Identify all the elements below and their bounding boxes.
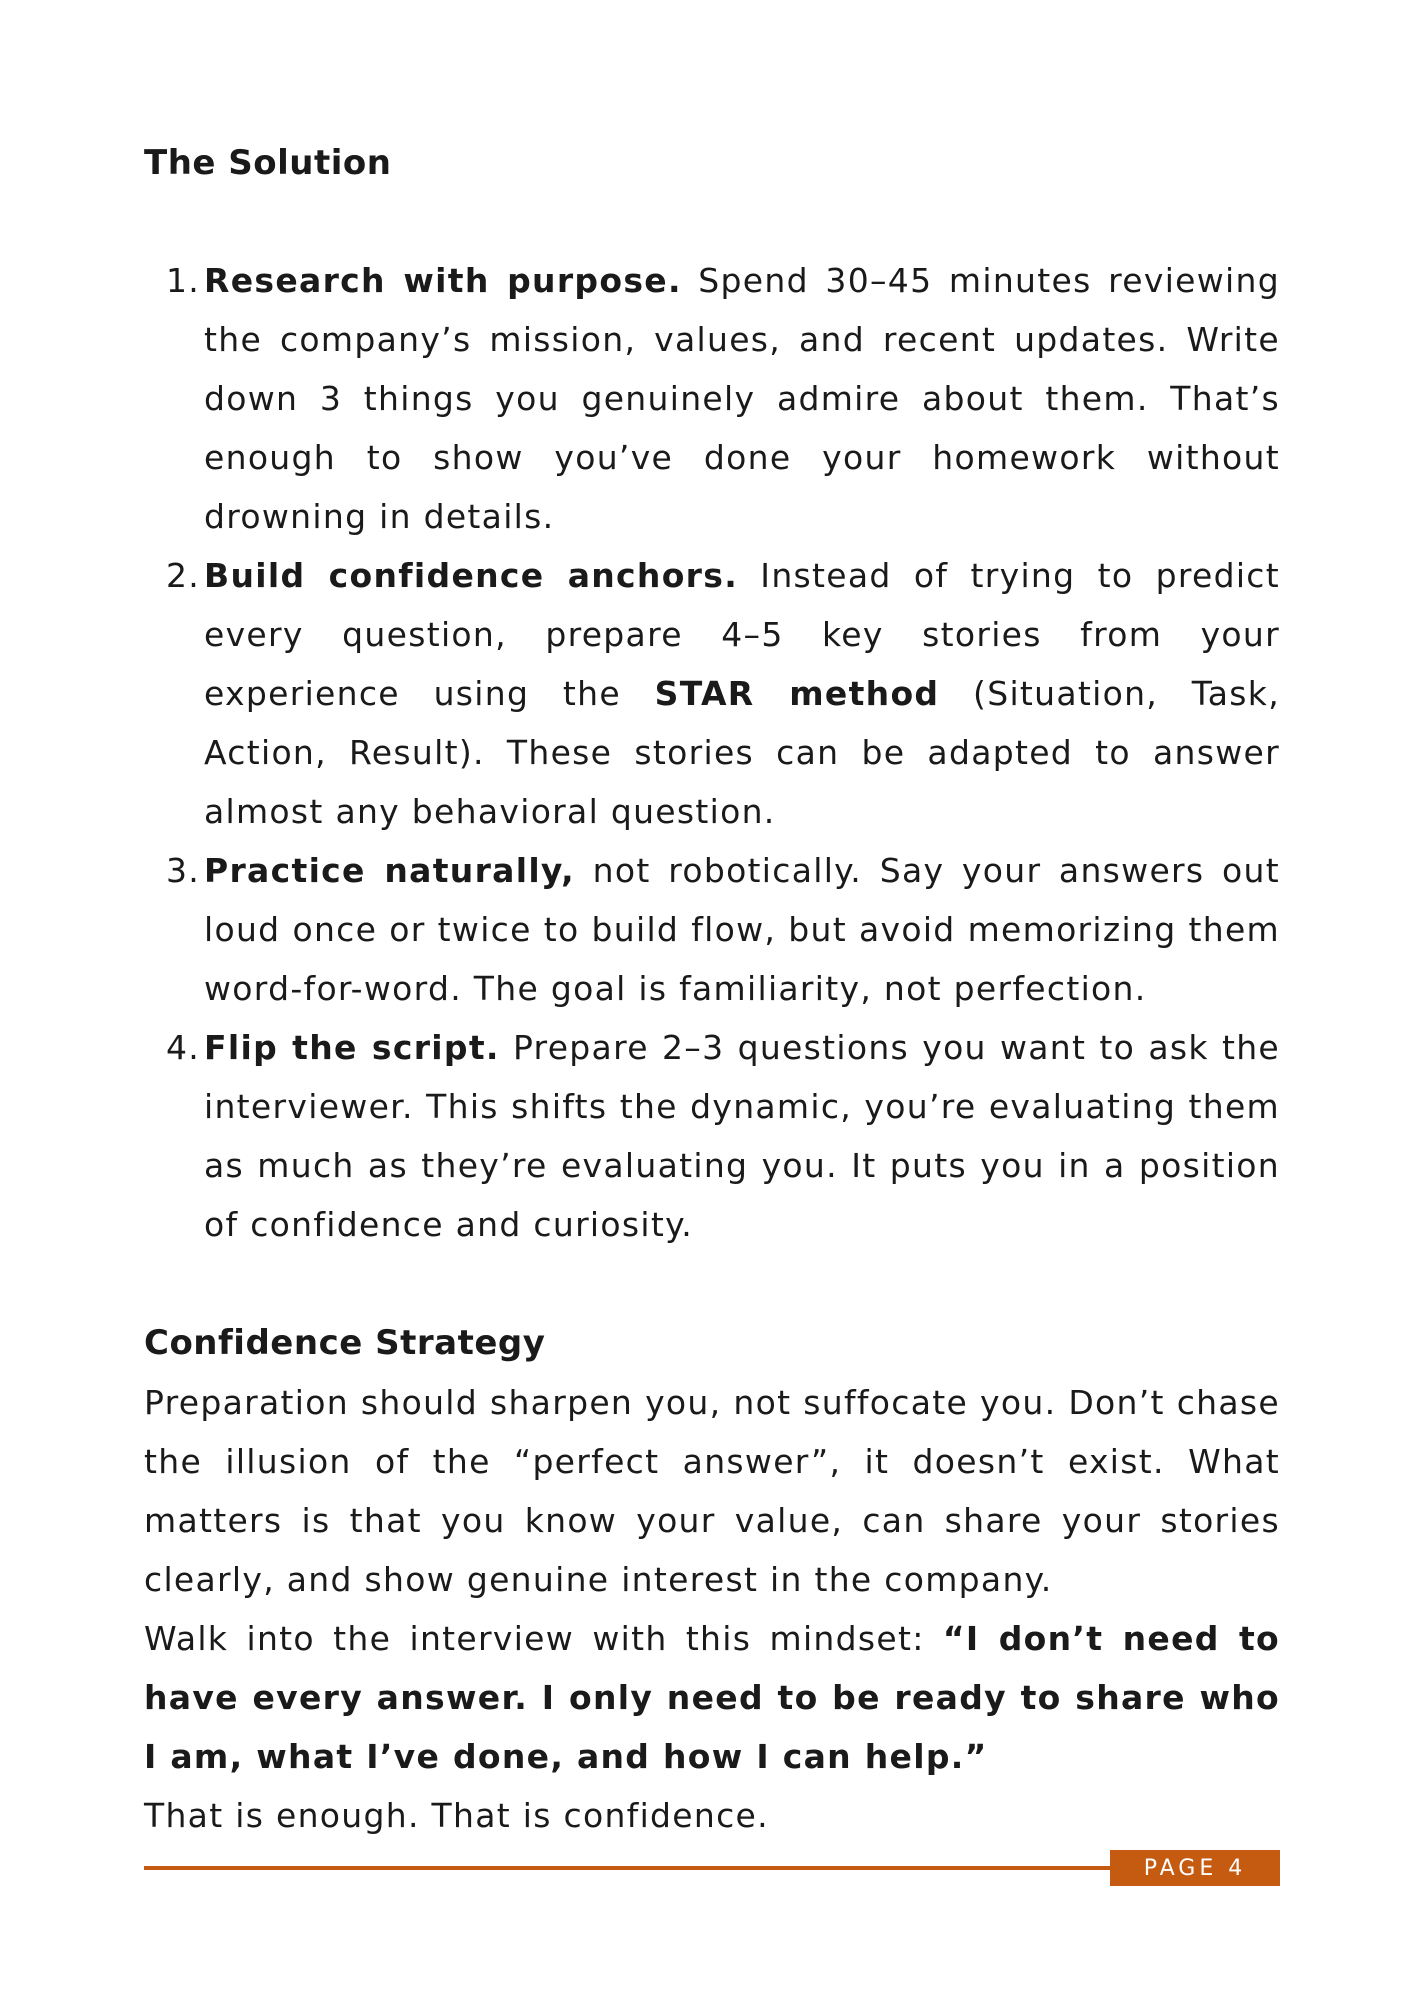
list-item-number: 2. [166, 556, 201, 595]
list-item-text: Instead of trying to predict every question, prepare 4–5 key stories from your experience using the [204, 556, 1280, 713]
list-item-bold: Build confidence anchors. [204, 556, 739, 595]
closing-line: That is enough. That is confidence. [144, 1796, 769, 1835]
solution-heading: The Solution [144, 143, 392, 183]
mindset-paragraph [144, 1609, 1280, 1786]
list-item [144, 841, 1280, 1018]
list-item [144, 1018, 1280, 1254]
solution-list [144, 251, 1280, 1254]
list-item-number: 1. [166, 261, 201, 300]
confidence-heading: Confidence Strategy [144, 1323, 546, 1363]
list-item [144, 251, 1280, 546]
confidence-paragraph: Preparation should sharpen you, not suffocate you. Don’t chase the illusion of the “perfect answer”, it doesn’t exist. What matters is that you know your value, can share your stories clearly, and show genuine interest in the company. [144, 1383, 1280, 1599]
footer-rule [144, 1866, 1114, 1870]
list-item-number: 3. [166, 851, 201, 890]
list-item-bold: Research with purpose. [204, 261, 682, 300]
page-number-badge: PAGE 4 [1110, 1850, 1280, 1886]
list-item-number: 4. [166, 1028, 201, 1067]
list-item [144, 546, 1280, 841]
list-item-text: not robotically. Say your answers out loud once or twice to build flow, but avoid memorizing them word-for-word. The goal is familiarity, not perfection. [204, 851, 1280, 1008]
mindset-intro: Walk into the interview with this mindset: [144, 1619, 943, 1658]
list-item-bold: Flip the script. [204, 1028, 500, 1067]
list-item-text: (Situation, Task, Action, Result). These stories can be adapted to answer almost any behavioral question. [204, 674, 1280, 831]
mindset-quote: “I don’t need to have every answer. I only need to be ready to share who I am, what I’ve done, and how I can help.” [144, 1619, 1280, 1776]
list-item-bold: Practice naturally, [204, 851, 576, 890]
list-item-text: Prepare 2–3 questions you want to ask the interviewer. This shifts the dynamic, you’re evaluating them as much as they’re evaluating you. It puts you in a position of confidence and curiosity. [204, 1028, 1281, 1244]
list-item-bold-inline: STAR method [654, 674, 940, 713]
list-item-text: Spend 30–45 minutes reviewing the company’s mission, values, and recent updates. Write down 3 things you genuinely admire about them. That’s enough to show you’ve done your homework without drowning in details. [204, 261, 1280, 536]
